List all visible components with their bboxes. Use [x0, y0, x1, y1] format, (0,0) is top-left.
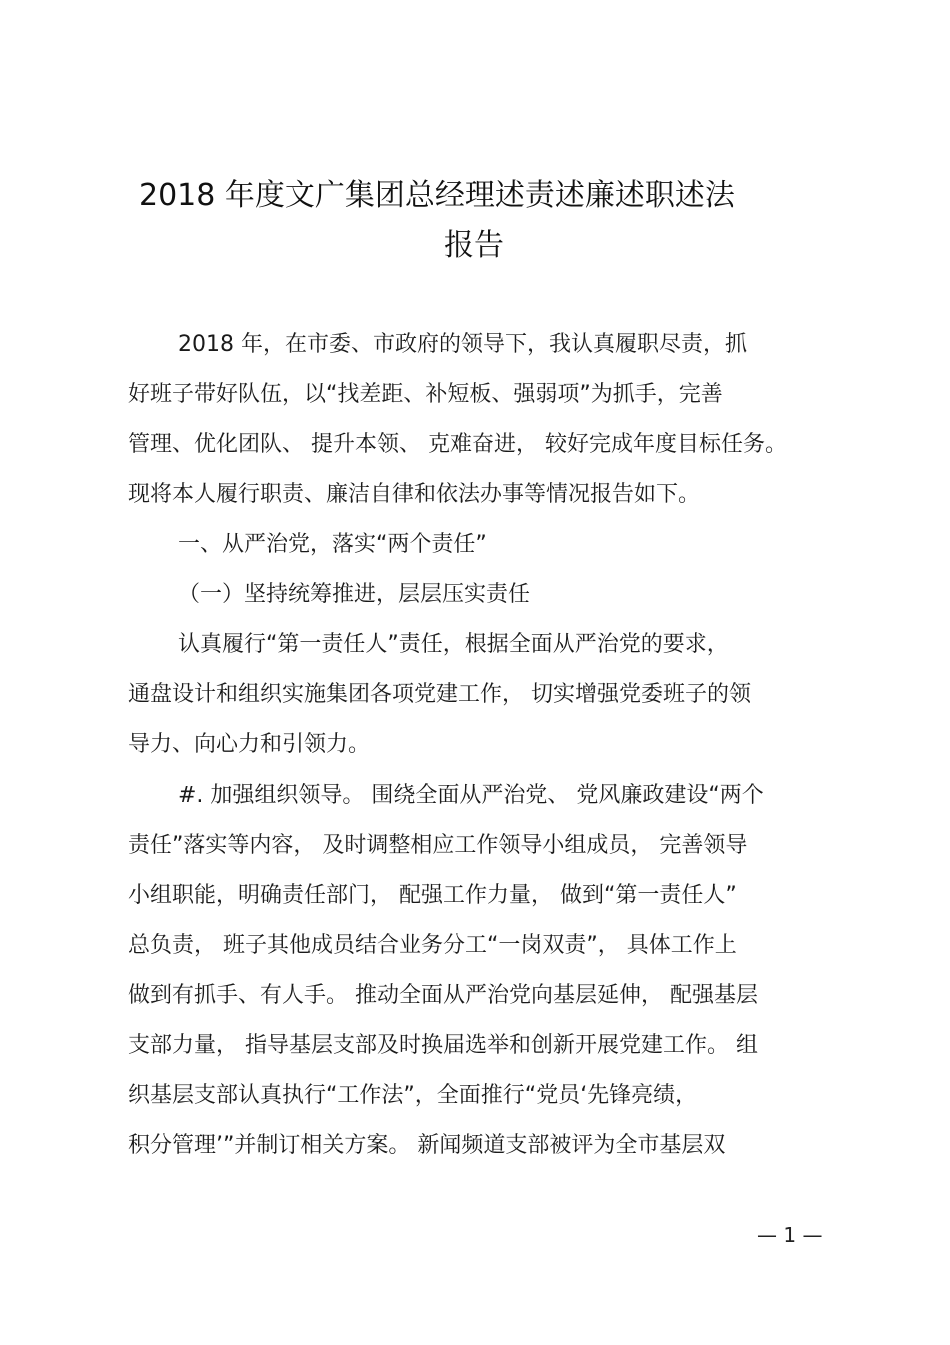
page-number: — 1 — — [757, 1223, 823, 1247]
document-title-line-1: 2018 年度文广集团总经理述责述廉述职述法 — [139, 178, 735, 213]
body-line: #. 加强组织领导。 围绕全面从严治党、 党风廉政建设“两个 — [178, 783, 764, 808]
body-line: 小组职能，明确责任部门， 配强工作力量， 做到“第一责任人” — [128, 883, 737, 908]
body-line: 导力、向心力和引领力。 — [128, 732, 371, 757]
body-line: 支部力量， 指导基层支部及时换届选举和创新开展党建工作。 组 — [128, 1033, 758, 1058]
body-line: 管理、优化团队、 提升本领、 克难奋进， 较好完成年度目标任务。 — [128, 432, 787, 457]
body-line: 织基层支部认真执行“工作法”，全面推行“党员‘先锋亮绩， — [128, 1083, 698, 1108]
body-line: 做到有抓手、有人手。 推动全面从严治党向基层延伸， 配强基层 — [128, 983, 758, 1008]
body-line: 责任”落实等内容， 及时调整相应工作领导小组成员， 完善领导 — [128, 833, 748, 858]
body-line: 现将本人履行职责、廉洁自律和依法办事等情况报告如下。 — [128, 482, 701, 507]
body-line: 认真履行“第一责任人”责任，根据全面从严治党的要求， — [178, 632, 729, 657]
section-heading: 一、从严治党，落实“两个责任” — [178, 532, 487, 557]
body-line: 总负责， 班子其他成员结合业务分工“一岗双责”， 具体工作上 — [128, 933, 737, 958]
body-line: 好班子带好队伍，以“找差距、补短板、强弱项”为抓手，完善 — [128, 382, 723, 407]
body-line: 2018 年，在市委、市政府的领导下，我认真履职尽责，抓 — [178, 332, 747, 357]
body-line: 积分管理’”并制订相关方案。 新闻频道支部被评为全市基层双 — [128, 1133, 726, 1158]
body-line: 通盘设计和组织实施集团各项党建工作， 切实增强党委班子的领 — [128, 682, 751, 707]
subsection-heading: （一）坚持统筹推进，层层压实责任 — [178, 582, 531, 607]
document-title-line-2: 报告 — [444, 228, 504, 263]
